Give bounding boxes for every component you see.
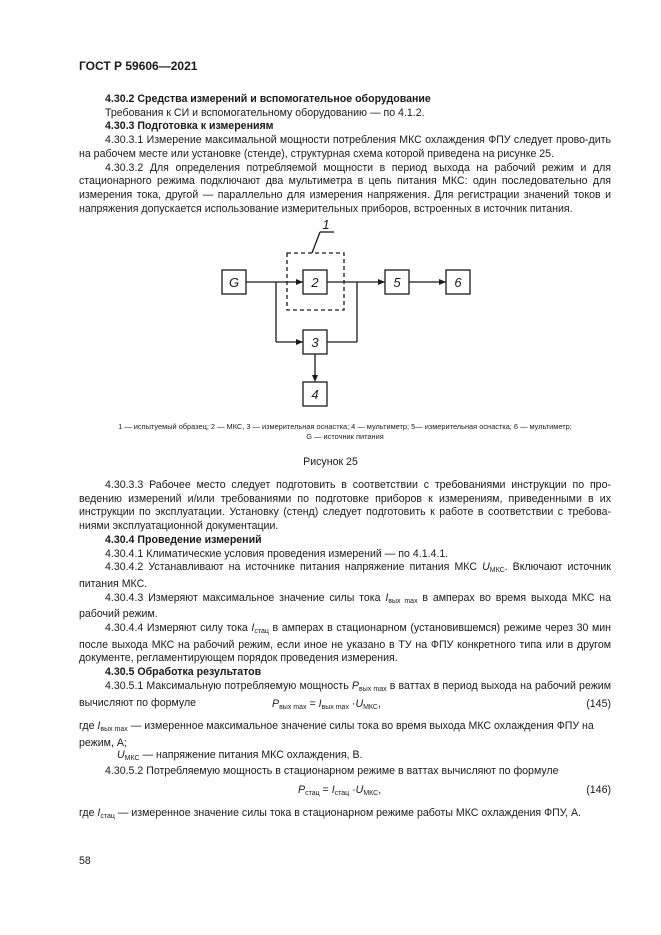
paragraph: 4.30.4.3 Измеряют максимальное значение силы тока $I_{вых max}$ в амперах во время выхода МКС на рабочий режим. — [79, 591, 612, 621]
label-5: 5 — [393, 275, 401, 290]
document-code-header: ГОСТ Р 59606—2021 — [79, 59, 198, 73]
label-g: G — [228, 275, 240, 290]
section-4-30-3-5 — [79, 479, 611, 710]
paragraph: 4.30.5.1 Максимальную потребляемую мощность $P_{вых max}$ в ваттах в период выхода на рабочий режим вычисляют по формуле — [79, 679, 612, 709]
figure-caption — [79, 422, 611, 442]
section-title: 4.30.5 Обработка результатов — [105, 666, 262, 679]
paragraph-4-30-5-2: 4.30.5.2 Потребляемую мощность в стационарном режиме в ваттах вычисляют по формуле — [105, 765, 559, 777]
label-6: 6 — [454, 275, 462, 290]
paragraph: 4.30.3.2 Для определения потребляемой мощности в период выхода на рабочий режим и для стационарного режима подключают два мультиметра в цепь питания МКС: один последовательно для измерения тока, другой — параллельно для измерения напряжения. Для регистрации значений токов и напряжения допускается использование измерительных приборов, встроенных в источник питания. — [79, 161, 611, 215]
label-callout-1: 1 — [322, 217, 330, 232]
callout-leader — [312, 232, 320, 253]
where-clause-2: $U_{МКС}$ — напряжение питания МКС охлаждения, В. — [117, 749, 363, 762]
arrow-to-4 — [312, 375, 318, 382]
label-4: 4 — [311, 387, 319, 402]
section-title: 4.30.4 Проведение измерений — [105, 533, 262, 546]
formula-145: $P_{вых max} = I_{вых max} \cdot U_{МКС}$, — [272, 698, 381, 711]
caption-line: 1 — испытуемый образец; 2 — МКС, 3 — измерительная оснастка; 4 — мультиметр; 5— измерительная оснастка; 6 — мультиметр; — [118, 422, 572, 431]
paragraph: 4.30.4.1 Климатические условия проведения измерений — по 4.1.4.1. — [105, 547, 449, 560]
section-title: 4.30.3 Подготовка к измерениям — [105, 120, 274, 133]
formula-number-145: (145) — [586, 698, 611, 710]
arrow-to-3 — [296, 339, 303, 345]
paragraph: 4.30.4.4 Измеряют силу тока $I_{стац}$ в амперах в стационарном (установившемся) режиме через 30 мин после выхода МКС на рабочий режим, если иное не указано в ТУ на ФПУ конкретного типа или в другом документе, регламентирующем порядок проведения измерения. — [79, 622, 612, 665]
arrow-to-2 — [296, 279, 303, 285]
arrow-to-6 — [439, 279, 446, 285]
paragraph: 4.30.4.2 Устанавливают на источнике питания напряжение питания МКС $U_{МКС}$. Включают источник питания МКС. — [79, 561, 611, 590]
page-number: 58 — [79, 855, 91, 867]
formula-number-146: (146) — [586, 784, 611, 796]
paragraph: 4.30.3.3 Рабочее место следует подготовить в соответствии с требованиями инструкции по про-ведению измерений и/или требованиями по подготовке приборов к измерениям, приведенными в их инструкции по эксплуатации. Установку (стенд) следует подготовить к работе в соответствии с требова-ниями эксплуатационной документации. — [79, 479, 611, 533]
caption-line: G — источник питания — [306, 432, 384, 441]
label-3: 3 — [311, 335, 319, 350]
arrow-to-5 — [378, 279, 385, 285]
where-clause-1: где $I_{вых max}$ — измеренное максимальное значение силы тока во время выхода МКС охлаждения ФПУ на режим, А; — [79, 720, 594, 749]
block-diagram-figure-25 — [0, 0, 661, 420]
where-clause-3: где $I_{стац}$ — измеренное значение силы тока в стационарном режиме работы МКС охлаждения ФПУ, А. — [79, 807, 581, 820]
figure-title: Рисунок 25 — [303, 456, 358, 468]
formula-146: $P_{стац} = I_{стац} \cdot U_{МКС}$, — [298, 784, 382, 797]
section-title: 4.30.2 Средства измерений и вспомогательное оборудование — [105, 93, 431, 105]
label-2: 2 — [311, 275, 319, 290]
paragraph: 4.30.3.1 Измерение максимальной мощности потребления МКС охлаждения ФПУ следует прово-дить на рабочем месте или установке (стенде), структурная схема которой приведена на рисунке 25. — [79, 134, 611, 160]
paragraph: Требования к СИ и вспомогательному оборудованию — по 4.1.2. — [105, 106, 425, 119]
